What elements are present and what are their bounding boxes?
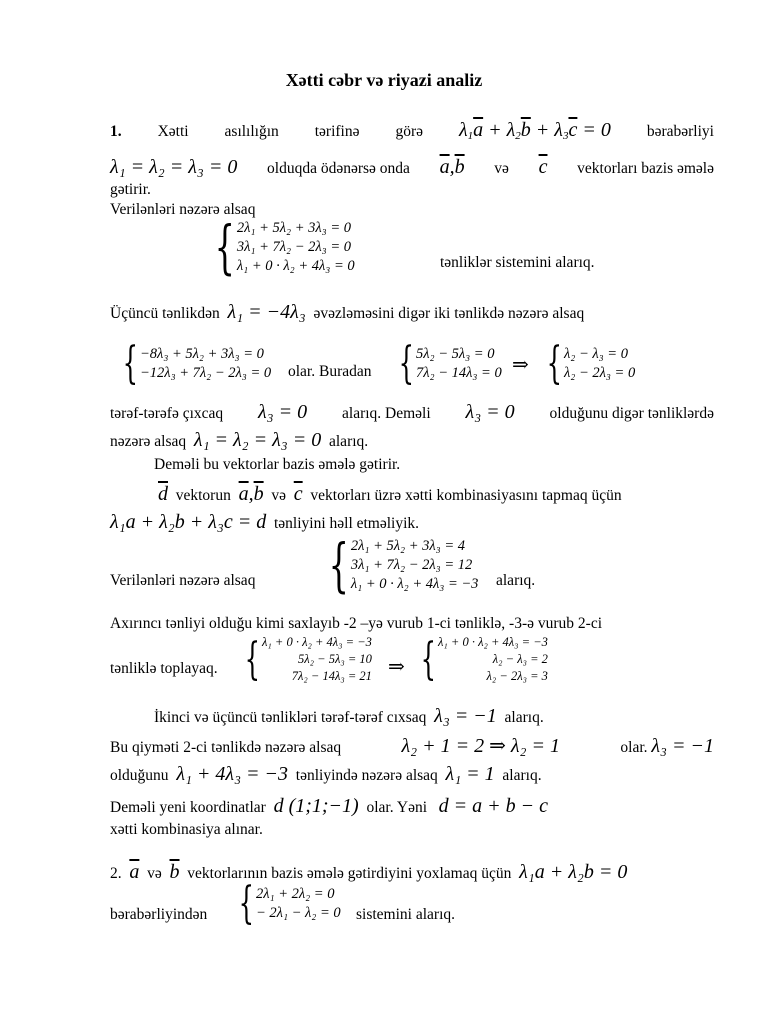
equation-line: λ₁ + 0 · λ₂ + 4λ₃ = −3 <box>438 635 548 649</box>
implies-arrow: ⇒ <box>512 354 529 376</box>
p1-line-8: Deməli bu vektorlar bazis əmələ gətirir. <box>154 456 401 473</box>
p1-line-11a: Verilənləri nəzərə alsaq <box>110 572 256 589</box>
equation-line: −8λ₃ + 5λ₂ + 3λ₃ = 0 <box>140 346 264 362</box>
substitution-formula: λ₁ = −4λ₃ <box>227 301 306 323</box>
lambda-zero-formula: λ₁ = λ₂ = λ₃ = 0 <box>110 156 238 178</box>
left-brace: { <box>328 531 349 599</box>
text-word: Xətti <box>157 123 189 140</box>
p1-line-17: Deməli yeni koordinatlar d (1;1;−1) olar. Yəni d = a + b − c <box>110 795 548 817</box>
equation-line: −12λ₃ + 7λ₂ − 2λ₃ = 0 <box>140 365 272 381</box>
p1-line-18: xətti kombinasiya alınar. <box>110 821 263 838</box>
text-word: asılılığın <box>224 123 279 140</box>
equation-line: 2λ₁ + 5λ₂ + 3λ₃ = 0 <box>236 219 351 236</box>
p1-line-16: olduğunu λ₁ + 4λ₃ = −3 tənliyində nəzərə alsaq λ₁ = 1 alarıq. <box>110 763 542 785</box>
left-brace: { <box>244 633 260 685</box>
equation-system-2 <box>110 338 272 389</box>
left-brace: { <box>420 633 436 685</box>
lambda3-value: λ₃ = −1 <box>434 705 497 727</box>
text-word: görə <box>395 123 423 140</box>
equation-line: λ₁ + 0 · λ₂ + 4λ₃ = 0 <box>236 257 355 274</box>
p1-line-15: Bu qiyməti 2-ci tənlikdə nəzərə alsaq λ₂ + 1 = 2 ⇒ λ₂ = 1 olar. λ₃ = −1 <box>110 735 714 757</box>
linear-dependence-equation: $\lambda_1\overline{a} + \lambda_2\overline{b} + \lambda_3\overline{c} = 0$ <box>458 119 611 142</box>
equation-line: 5λ₂ − 5λ₃ = 10 <box>298 652 372 666</box>
equation-line: λ₂ − 2λ₃ = 3 <box>486 669 548 683</box>
text-word: bərabərliyi <box>646 123 714 140</box>
left-brace: { <box>238 878 254 929</box>
p1-line-7: nəzərə alsaq λ₁ = λ₂ = λ₃ = 0 alarıq. <box>110 429 369 451</box>
equation-line: 7λ₂ − 14λ₃ = 0 <box>416 365 502 381</box>
p1-line-5: Üçüncü tənlikdən λ₁ = −4λ₃ əvəzləməsini digər iki tənlikdə nəzərə alsaq <box>110 301 585 323</box>
equation-system-1 <box>198 213 355 281</box>
equation-line: λ₂ − λ₃ = 2 <box>492 652 548 666</box>
equation-line: λ₂ − 2λ₃ = 0 <box>564 365 636 381</box>
equation-system-3 <box>386 338 502 389</box>
p1-line-3: gətirir. <box>110 181 151 198</box>
equation-system-4 <box>534 338 636 389</box>
p1-line-13: tənliklə toplayaq. <box>110 660 218 677</box>
text-span: olduqda ödənərsə onda <box>267 160 410 177</box>
p1-line-11b: alarıq. <box>496 572 536 589</box>
lambda3-value: λ₃ = −1 <box>651 735 714 757</box>
item-number-2: 2. <box>110 865 122 882</box>
lambda2-calculation: λ₂ + 1 = 2 ⇒ λ₂ = 1 <box>401 735 560 757</box>
equation-line: 3λ₁ + 7λ₂ − 2λ₃ = 12 <box>350 556 473 573</box>
vector-c: $\overline{c}$ <box>538 156 548 178</box>
basis-equation-2: λ₁a + λ₂b = 0 <box>519 861 628 883</box>
left-brace: { <box>122 338 138 389</box>
vector-d: $\overline{d}$ <box>158 483 168 505</box>
lambda3-zero: λ₃ = 0 <box>258 401 308 423</box>
lambda1-value: λ₁ = 1 <box>445 763 495 785</box>
equation-system-5 <box>312 531 479 599</box>
equation-line: 5λ₂ − 5λ₃ = 0 <box>416 346 495 362</box>
lambda-zero-formula: λ₁ = λ₂ = λ₃ = 0 <box>193 429 322 451</box>
equation-line: 2λ₁ + 5λ₂ + 3λ₃ = 4 <box>350 537 465 554</box>
p1-line-4: Verilənləri nəzərə alsaq <box>110 201 256 218</box>
equation-system-6 <box>232 634 372 685</box>
text-word: tərifinə <box>314 123 360 140</box>
text-span: vektorları bazis əmələ <box>577 160 714 177</box>
left-brace: { <box>214 213 235 281</box>
lambda3-zero: λ₃ = 0 <box>465 401 515 423</box>
equation-line: λ₁ + 0 · λ₂ + 4λ₃ = −3 <box>262 635 372 649</box>
equation-line: λ₁ + 0 · λ₂ + 4λ₃ = −3 <box>350 575 479 592</box>
implies-arrow: ⇒ <box>388 656 405 678</box>
p1-line-6: tərəf-tərəfə çıxcaq λ₃ = 0 alarıq. Deməli λ₃ = 0 olduğunu digər tənliklərdə <box>110 401 714 423</box>
p1-line-10: λ₁a + λ₂b + λ₃c = d tənliyini həll etməliyik. <box>110 511 420 533</box>
page-title: Xətti cəbr və riyazi analiz <box>285 70 483 90</box>
p1-line-9: $\overline{d}$ vektorun $\overline{a},\overline{b}$ və $\overline{c}$ vektorları üzrə xətti kombinasiyasını tapmaq üçün <box>158 483 622 505</box>
equation-line: − 2λ₁ − λ₂ = 0 <box>256 905 341 921</box>
p1-line-1 <box>110 120 714 142</box>
equation-line: λ₂ − λ₃ = 0 <box>564 346 628 362</box>
new-coordinates: d (1;1;−1) <box>273 795 359 817</box>
item-number-1: 1. <box>110 123 122 140</box>
text-span: və <box>494 160 509 177</box>
p2-line-1: 2. $\overline{a}$ və $\overline{b}$ vektorlarının bazis əmələ gətirdiyini yoxlamaq üçün λ₁a + λ₂b = 0 <box>110 861 628 883</box>
p1-line-2 <box>110 157 714 179</box>
equation-line: 3λ₁ + 7λ₂ − 2λ₃ = 0 <box>236 238 351 255</box>
left-brace: { <box>398 338 414 389</box>
p2-line-2a: bərabərliyindən <box>110 906 208 923</box>
p1-line-14: İkinci və üçüncü tənlikləri tərəf-tərəf cıxsaq λ₃ = −1 alarıq. <box>154 705 544 727</box>
equation-line: 7λ₂ − 14λ₃ = 21 <box>291 669 372 683</box>
equation-system-8 <box>226 878 341 929</box>
p2-line-2b: sistemini alarıq. <box>356 906 456 923</box>
equation-system-7 <box>408 634 548 685</box>
result-combination: d = a + b − c <box>438 795 548 817</box>
combination-equation: λ₁a + λ₂b + λ₃c = d <box>110 511 267 533</box>
vectors-ab: $\overline{a},\overline{b}$ <box>439 156 465 178</box>
olar-buradan-text: olar. Buradan <box>288 363 372 380</box>
lambda1-equation: λ₁ + 4λ₃ = −3 <box>176 763 289 785</box>
left-brace: { <box>546 338 562 389</box>
system-caption: tənliklər sistemini alarıq. <box>440 254 595 271</box>
p1-line-12: Axırıncı tənliyi olduğu kimi saxlayıb -2 –yə vurub 1-ci tənliklə, -3-ə vurub 2-ci <box>110 615 603 632</box>
equation-line: 2λ₁ + 2λ₂ = 0 <box>256 886 335 902</box>
